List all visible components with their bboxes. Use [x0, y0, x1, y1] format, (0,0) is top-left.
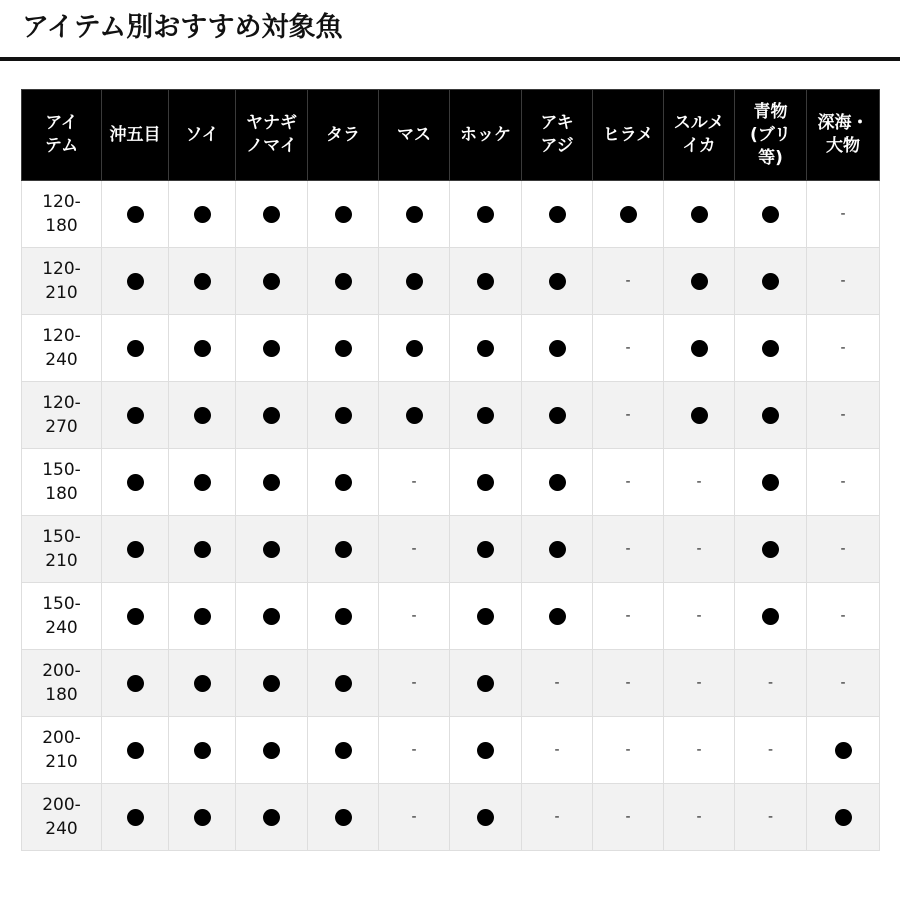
value-cell [169, 650, 236, 717]
title-divider [0, 57, 900, 61]
recommended-dot [335, 675, 352, 692]
value-cell [379, 181, 450, 248]
recommended-dot [549, 273, 566, 290]
value-cell [735, 248, 807, 315]
table-row [22, 248, 880, 315]
value-cell [522, 248, 593, 315]
value-cell [522, 583, 593, 650]
recommended-dot [263, 340, 280, 357]
not-applicable-dash: - [625, 340, 631, 356]
value-cell [379, 382, 450, 449]
not-applicable-dash: - [840, 608, 846, 624]
recommended-dot [477, 541, 494, 558]
value-cell [664, 449, 735, 516]
header-yanaginomai [236, 90, 308, 181]
not-applicable-dash: - [625, 675, 631, 691]
recommended-dot [194, 474, 211, 491]
value-cell [664, 516, 735, 583]
value-cell [379, 516, 450, 583]
value-cell [593, 248, 664, 315]
recommended-dot [263, 675, 280, 692]
value-cell [308, 717, 379, 784]
item-cell [22, 650, 102, 717]
recommended-dot [406, 340, 423, 357]
recommended-dot [762, 541, 779, 558]
value-cell [807, 248, 880, 315]
recommended-dot [127, 541, 144, 558]
item-label: 150-180 [42, 460, 81, 504]
item-cell [22, 315, 102, 382]
table-row [22, 449, 880, 516]
value-cell [236, 181, 308, 248]
recommended-dot [762, 407, 779, 424]
value-cell [735, 516, 807, 583]
not-applicable-dash: - [696, 675, 702, 691]
recommended-dot [127, 407, 144, 424]
value-cell [308, 583, 379, 650]
value-cell [593, 181, 664, 248]
recommended-dot [406, 273, 423, 290]
value-cell [450, 315, 522, 382]
not-applicable-dash: - [411, 541, 417, 557]
recommended-dot [835, 742, 852, 759]
value-cell [664, 181, 735, 248]
value-cell [522, 516, 593, 583]
not-applicable-dash: - [625, 541, 631, 557]
item-cell [22, 449, 102, 516]
value-cell [450, 784, 522, 851]
value-cell [236, 784, 308, 851]
recommended-dot [335, 273, 352, 290]
header-label: タラ [326, 124, 360, 145]
value-cell [735, 583, 807, 650]
recommended-dot [194, 541, 211, 558]
not-applicable-dash: - [767, 809, 774, 825]
table-row [22, 650, 880, 717]
value-cell [308, 650, 379, 717]
recommended-dot [549, 340, 566, 357]
recommended-dot [263, 206, 280, 223]
table-body [22, 181, 880, 851]
value-cell [450, 382, 522, 449]
recommended-dot [477, 273, 494, 290]
table-header-row [22, 90, 880, 181]
item-cell [22, 516, 102, 583]
value-cell [735, 784, 807, 851]
recommended-dot [762, 273, 779, 290]
value-cell [735, 717, 807, 784]
value-cell [102, 449, 169, 516]
value-cell [522, 181, 593, 248]
not-applicable-dash: - [840, 206, 846, 222]
recommended-dot [127, 273, 144, 290]
value-cell [236, 583, 308, 650]
recommended-dot [691, 340, 708, 357]
not-applicable-dash: - [411, 742, 417, 758]
recommended-dot [335, 742, 352, 759]
value-cell [664, 315, 735, 382]
value-cell [102, 583, 169, 650]
value-cell [522, 449, 593, 516]
value-cell [735, 181, 807, 248]
recommended-dot [477, 206, 494, 223]
value-cell [308, 382, 379, 449]
not-applicable-dash: - [840, 407, 846, 423]
value-cell [169, 315, 236, 382]
recommended-dot [335, 541, 352, 558]
not-applicable-dash: - [696, 809, 702, 825]
header-akiaji [522, 90, 593, 181]
value-cell [807, 315, 880, 382]
recommended-dot [194, 675, 211, 692]
recommended-dot [335, 809, 352, 826]
recommended-dot [835, 809, 852, 826]
recommended-dot [549, 541, 566, 558]
value-cell [593, 449, 664, 516]
value-cell [169, 583, 236, 650]
recommended-dot [335, 340, 352, 357]
header-aomono [735, 90, 807, 181]
value-cell [522, 382, 593, 449]
recommended-dot [194, 407, 211, 424]
value-cell [450, 181, 522, 248]
value-cell [807, 516, 880, 583]
recommended-dot [263, 273, 280, 290]
item-label: 150-210 [42, 527, 81, 571]
item-label: 120-180 [42, 192, 81, 236]
item-cell [22, 181, 102, 248]
value-cell [807, 382, 880, 449]
value-cell [308, 449, 379, 516]
recommended-dot [263, 809, 280, 826]
not-applicable-dash: - [625, 742, 631, 758]
value-cell [102, 516, 169, 583]
value-cell [735, 449, 807, 516]
recommended-dot [477, 675, 494, 692]
header-label: ヤナギノマイ [246, 113, 297, 156]
value-cell [522, 315, 593, 382]
value-cell [169, 181, 236, 248]
value-cell [308, 516, 379, 583]
recommended-dot [194, 206, 211, 223]
value-cell [450, 650, 522, 717]
not-applicable-dash: - [840, 675, 846, 691]
recommended-dot [194, 608, 211, 625]
not-applicable-dash: - [625, 809, 631, 825]
value-cell [236, 315, 308, 382]
value-cell [807, 449, 880, 516]
not-applicable-dash: - [696, 474, 702, 490]
value-cell [308, 248, 379, 315]
recommended-dot [406, 206, 423, 223]
header-surumeika [664, 90, 735, 181]
item-label: 150-240 [42, 594, 81, 638]
not-applicable-dash: - [554, 675, 560, 691]
recommended-dot [762, 608, 779, 625]
value-cell [169, 784, 236, 851]
not-applicable-dash: - [411, 675, 417, 691]
recommended-dot [127, 474, 144, 491]
header-hirame [593, 90, 664, 181]
value-cell [102, 382, 169, 449]
value-cell [593, 315, 664, 382]
value-cell [236, 449, 308, 516]
value-cell [102, 181, 169, 248]
item-label: 120-210 [42, 259, 81, 303]
not-applicable-dash: - [696, 541, 702, 557]
recommended-dot [127, 809, 144, 826]
value-cell [236, 717, 308, 784]
header-label: アイテム [44, 113, 79, 156]
recommended-dot [762, 340, 779, 357]
header-label: ホッケ [460, 124, 511, 145]
value-cell [735, 382, 807, 449]
value-cell [102, 784, 169, 851]
header-shinkai [807, 90, 880, 181]
value-cell [379, 248, 450, 315]
value-cell [379, 315, 450, 382]
not-applicable-dash: - [696, 608, 702, 624]
value-cell [664, 248, 735, 315]
recommended-dot [335, 407, 352, 424]
value-cell [169, 449, 236, 516]
recommended-dot [263, 742, 280, 759]
value-cell [664, 717, 735, 784]
value-cell [102, 650, 169, 717]
item-label: 120-270 [42, 393, 81, 437]
not-applicable-dash: - [767, 742, 774, 758]
recommended-dot [477, 340, 494, 357]
recommended-dot [194, 340, 211, 357]
value-cell [308, 784, 379, 851]
table-row [22, 583, 880, 650]
value-cell [102, 315, 169, 382]
recommended-dot [263, 608, 280, 625]
recommended-dot [691, 206, 708, 223]
value-cell [807, 583, 880, 650]
recommended-dot [335, 608, 352, 625]
header-masu [379, 90, 450, 181]
not-applicable-dash: - [840, 474, 846, 490]
table-row [22, 382, 880, 449]
value-cell [664, 382, 735, 449]
value-cell [102, 717, 169, 784]
value-cell [308, 181, 379, 248]
header-tara [308, 90, 379, 181]
recommended-dot [127, 675, 144, 692]
not-applicable-dash: - [840, 340, 846, 356]
header-label: 沖五目 [109, 124, 161, 145]
item-label: 200-210 [42, 728, 81, 772]
not-applicable-dash: - [840, 541, 846, 557]
value-cell [593, 717, 664, 784]
recommended-dot [263, 541, 280, 558]
value-cell [593, 784, 664, 851]
value-cell [450, 449, 522, 516]
value-cell [379, 784, 450, 851]
recommended-dot [549, 608, 566, 625]
not-applicable-dash: - [411, 608, 417, 624]
value-cell [450, 717, 522, 784]
not-applicable-dash: - [411, 809, 417, 825]
header-label: 深海・大物 [817, 113, 869, 156]
header-label: 青物(ブリ等) [749, 101, 792, 168]
recommended-dot [335, 474, 352, 491]
value-cell [807, 650, 880, 717]
recommended-dot [762, 206, 779, 223]
recommended-dot [477, 608, 494, 625]
not-applicable-dash: - [625, 273, 631, 289]
recommended-dot [406, 407, 423, 424]
header-label: マス [397, 124, 431, 145]
header-okigomoku [102, 90, 169, 181]
value-cell [450, 248, 522, 315]
recommended-dot [194, 742, 211, 759]
value-cell [169, 516, 236, 583]
not-applicable-dash: - [625, 407, 631, 423]
not-applicable-dash: - [767, 675, 774, 691]
not-applicable-dash: - [625, 608, 631, 624]
value-cell [593, 516, 664, 583]
not-applicable-dash: - [625, 474, 631, 490]
recommended-dot [549, 407, 566, 424]
value-cell [236, 650, 308, 717]
header-label: アキアジ [540, 113, 574, 156]
table-row [22, 717, 880, 784]
value-cell [169, 382, 236, 449]
recommended-dot [691, 273, 708, 290]
value-cell [522, 717, 593, 784]
recommended-dot [477, 407, 494, 424]
recommended-dot [194, 273, 211, 290]
recommended-dot [263, 474, 280, 491]
value-cell [169, 717, 236, 784]
value-cell [593, 650, 664, 717]
recommended-dot [127, 206, 144, 223]
not-applicable-dash: - [411, 474, 417, 490]
value-cell [379, 717, 450, 784]
recommended-dot [194, 809, 211, 826]
item-label: 200-240 [42, 795, 81, 839]
item-cell [22, 248, 102, 315]
value-cell [236, 382, 308, 449]
recommended-dot [691, 407, 708, 424]
header-soi [169, 90, 236, 181]
recommended-dot [477, 742, 494, 759]
recommended-dot [127, 608, 144, 625]
value-cell [664, 784, 735, 851]
not-applicable-dash: - [554, 809, 560, 825]
recommended-dot [549, 206, 566, 223]
table-row [22, 181, 880, 248]
header-item [22, 90, 102, 181]
value-cell [593, 382, 664, 449]
recommended-dot [477, 809, 494, 826]
recommended-dot [477, 474, 494, 491]
value-cell [102, 248, 169, 315]
recommended-dot [549, 474, 566, 491]
value-cell [807, 181, 880, 248]
item-cell [22, 583, 102, 650]
not-applicable-dash: - [840, 273, 846, 289]
value-cell [169, 248, 236, 315]
value-cell [807, 717, 880, 784]
value-cell [593, 583, 664, 650]
not-applicable-dash: - [696, 742, 702, 758]
table-row [22, 784, 880, 851]
recommended-dot [762, 474, 779, 491]
recommended-dot [127, 742, 144, 759]
value-cell [664, 583, 735, 650]
value-cell [735, 650, 807, 717]
not-applicable-dash: - [554, 742, 560, 758]
item-label: 120-240 [42, 326, 81, 370]
value-cell [664, 650, 735, 717]
header-label: ヒラメ [602, 124, 654, 145]
item-cell [22, 382, 102, 449]
value-cell [522, 784, 593, 851]
table-row [22, 315, 880, 382]
table-row [22, 516, 880, 583]
value-cell [379, 583, 450, 650]
value-cell [236, 516, 308, 583]
item-label: 200-180 [42, 661, 81, 705]
target-fish-table [21, 89, 880, 851]
header-hokke [450, 90, 522, 181]
item-cell [22, 717, 102, 784]
value-cell [807, 784, 880, 851]
value-cell [236, 248, 308, 315]
recommended-dot [127, 340, 144, 357]
value-cell [308, 315, 379, 382]
value-cell [450, 516, 522, 583]
value-cell [522, 650, 593, 717]
header-label: ソイ [185, 124, 219, 145]
recommended-dot [620, 206, 637, 223]
value-cell [379, 650, 450, 717]
value-cell [735, 315, 807, 382]
page-title: アイテム別おすすめ対象魚 [22, 12, 343, 43]
value-cell [450, 583, 522, 650]
item-cell [22, 784, 102, 851]
header-label: スルメイカ [673, 113, 725, 156]
value-cell [379, 449, 450, 516]
recommended-dot [263, 407, 280, 424]
recommended-dot [335, 206, 352, 223]
